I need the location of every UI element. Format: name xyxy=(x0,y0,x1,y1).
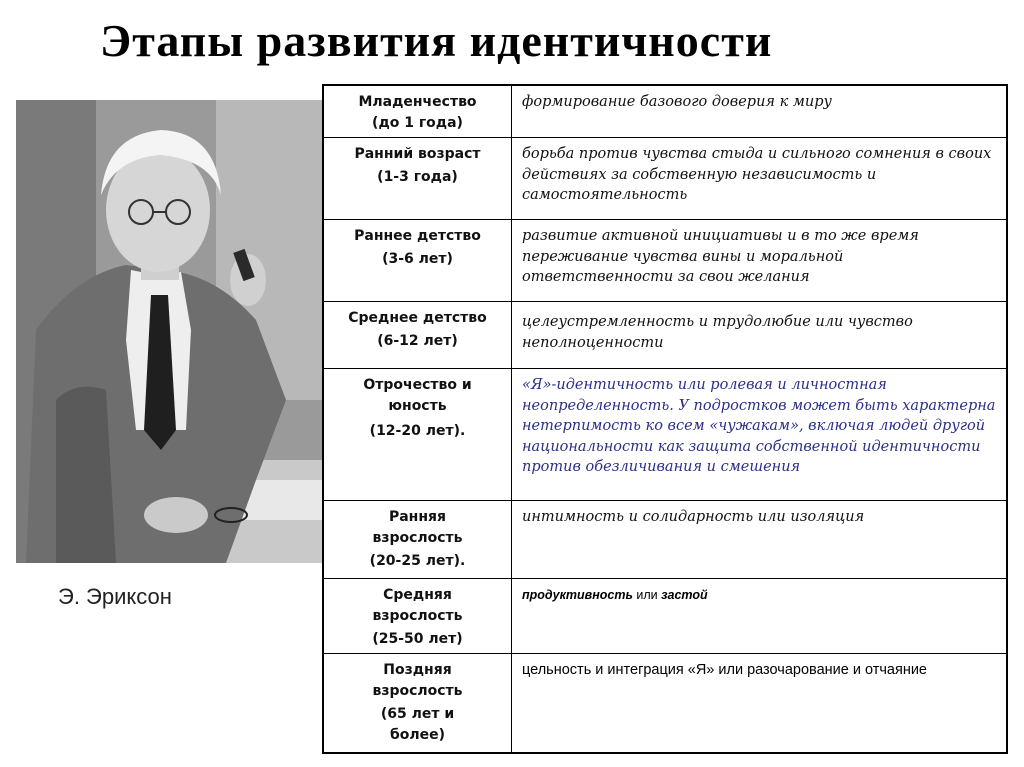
stage-description: интимность и солидарность или изоляция xyxy=(522,509,865,525)
table-row xyxy=(324,369,1006,501)
table-row xyxy=(324,86,1006,138)
stage-age: (6-12 лет) xyxy=(377,333,458,349)
table-row xyxy=(324,302,1006,369)
stage-name: Ранняя взрослость xyxy=(372,509,463,546)
stage-description-positive: цельность и интеграция «Я» xyxy=(522,662,715,678)
table-row xyxy=(324,579,1006,654)
identity-stages-table xyxy=(322,84,1008,754)
stage-age: (20-25 лет). xyxy=(369,553,466,569)
stage-description: целеустремленность и трудолюбие или чувство неполноценности xyxy=(522,314,913,351)
stage-age: (25-50 лет) xyxy=(372,631,463,647)
table-row xyxy=(324,654,1006,752)
stage-name: Раннее детство xyxy=(354,228,481,244)
stage-age: (3-6 лет) xyxy=(382,251,453,267)
stage-cell xyxy=(324,138,512,219)
erikson-portrait-photo xyxy=(16,100,322,563)
stage-cell xyxy=(324,86,512,137)
stage-description-positive: продуктивность xyxy=(522,588,633,602)
stage-description xyxy=(512,654,1006,752)
stage-age: (12-20 лет). xyxy=(369,423,466,439)
stage-description: борьба против чувства стыда и сильного сомнения в своих действиях за собственную независимость и самостоятельность xyxy=(522,146,992,203)
stage-cell xyxy=(324,579,512,653)
stage-age: (1-3 года) xyxy=(377,169,458,185)
stage-age: (до 1 года) xyxy=(372,115,463,131)
stage-name: Ранний возраст xyxy=(354,146,481,162)
table-row xyxy=(324,220,1006,302)
table-row xyxy=(324,138,1006,220)
stage-name: Младенчество xyxy=(358,94,477,110)
stage-description-negative: застой xyxy=(661,588,708,602)
stage-cell xyxy=(324,220,512,301)
stage-description-conjunction: или xyxy=(714,662,748,678)
stage-name: Поздняя взрослость xyxy=(372,662,463,699)
photo-caption: Э. Эриксон xyxy=(58,584,172,609)
stage-age: (65 лет и более) xyxy=(380,706,455,743)
stage-cell xyxy=(324,654,512,752)
stage-cell xyxy=(324,302,512,368)
stage-cell xyxy=(324,369,512,500)
stage-description-conjunction: или xyxy=(632,588,662,602)
stage-description-negative: разочарование и отчаяние xyxy=(747,662,927,678)
stage-description: развитие активной инициативы и в то же время переживание чувства вины и моральной ответственности за свои желания xyxy=(522,228,919,285)
stage-description: формирование базового доверия к миру xyxy=(522,94,832,110)
stage-name: Отрочество и юность xyxy=(363,377,472,414)
table-row xyxy=(324,501,1006,579)
stage-name: Средняя взрослость xyxy=(372,587,463,624)
stage-description xyxy=(512,579,1006,653)
stage-description: «Я»-идентичность или ролевая и личностная неопределенность. У подростков может быть характерна нетерпимость ко всем «чужакам», включая людей другой национальности как защита собственной идентичности против обезличивания и смешения xyxy=(522,377,996,475)
stage-cell xyxy=(324,501,512,578)
slide-title: Этапы развития идентичности xyxy=(100,15,773,66)
stage-name: Среднее детство xyxy=(348,310,487,326)
